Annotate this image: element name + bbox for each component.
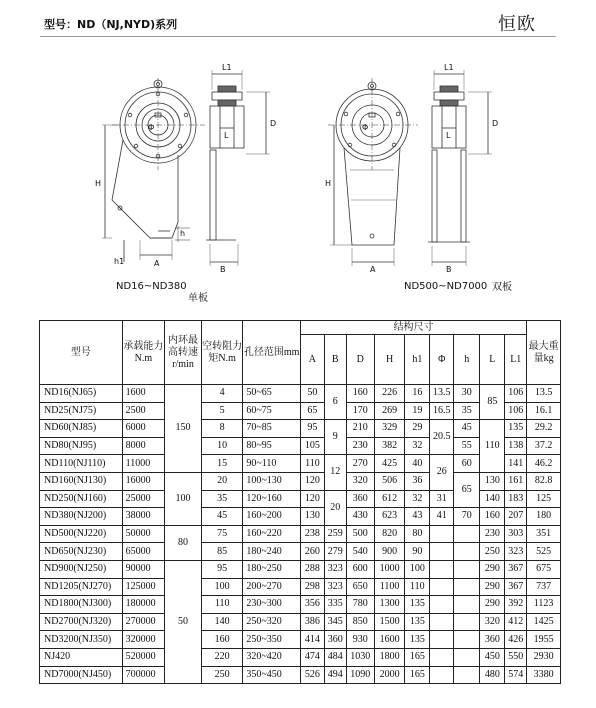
table-cell: 220: [202, 648, 243, 666]
table-cell: 130: [480, 472, 505, 490]
single-l-label: L: [224, 131, 229, 140]
table-cell: 8000: [122, 437, 164, 455]
table-cell: 29.2: [527, 420, 561, 438]
table-cell: 37.2: [527, 437, 561, 455]
table-cell: 3380: [527, 666, 561, 684]
table-cell: 700000: [122, 666, 164, 684]
table-cell: 120: [300, 490, 324, 508]
table-cell: 360: [324, 631, 346, 649]
table-cell: 125000: [122, 578, 164, 596]
table-cell: 574: [505, 666, 527, 684]
table-cell: 290: [480, 560, 505, 578]
table-cell: 320000: [122, 631, 164, 649]
header-model: 型号: [40, 321, 123, 385]
table-cell: [454, 525, 480, 543]
table-cell: 45: [454, 420, 480, 438]
table-cell: 165: [405, 648, 430, 666]
table-cell: 100: [202, 578, 243, 596]
table-cell: 140: [480, 490, 505, 508]
table-cell: 290: [480, 578, 505, 596]
table-cell: 550: [505, 648, 527, 666]
single-a-label: A: [154, 259, 160, 268]
table-row: [40, 525, 561, 543]
table-cell: 160~220: [243, 525, 301, 543]
table-cell: 165: [405, 666, 430, 684]
table-row: [40, 648, 561, 666]
table-cell: 32: [405, 490, 430, 508]
table-cell: 226: [374, 385, 404, 403]
table-cell: 210: [346, 420, 374, 438]
table-cell: 100~130: [243, 472, 301, 490]
header-dim-a: A: [300, 335, 324, 385]
table-cell: 290: [480, 596, 505, 614]
table-cell: 50: [300, 385, 324, 403]
table-cell: 105: [300, 437, 324, 455]
table-row: [40, 472, 561, 490]
table-cell: [430, 525, 454, 543]
table-cell: 230: [346, 437, 374, 455]
single-phi-label: Φ: [148, 123, 155, 132]
table-cell: 43: [405, 508, 430, 526]
table-cell: 110: [405, 578, 430, 596]
table-cell: 82.8: [527, 472, 561, 490]
table-cell: 426: [505, 631, 527, 649]
table-cell: 60~75: [243, 402, 301, 420]
table-row: [40, 666, 561, 684]
single-range-caption: ND16~ND380: [116, 281, 187, 292]
double-phi-label: Φ: [362, 123, 369, 132]
table-cell: 46.2: [527, 455, 561, 473]
table-cell: 238: [300, 525, 324, 543]
table-cell: 60: [454, 455, 480, 473]
model-cell: ND2700(NJ320): [40, 613, 123, 631]
table-cell: 16.5: [430, 402, 454, 420]
single-l1-label: L1: [222, 63, 232, 72]
table-cell: 110: [202, 596, 243, 614]
table-row: [40, 631, 561, 649]
table-cell: 160~200: [243, 508, 301, 526]
table-cell: 320~420: [243, 648, 301, 666]
table-row: [40, 613, 561, 631]
table-cell: 1800: [374, 648, 404, 666]
table-cell: 31: [430, 490, 454, 508]
table-cell: 367: [505, 560, 527, 578]
header-capacity: 承载能力N.m: [122, 321, 164, 385]
table-cell: 90000: [122, 560, 164, 578]
table-cell: [454, 631, 480, 649]
spec-table-body: [40, 385, 561, 684]
table-cell: 500: [346, 525, 374, 543]
table-cell: 450: [480, 648, 505, 666]
header-weight: 最大重量kg: [527, 321, 561, 385]
double-plate-drawing: [328, 70, 492, 266]
table-cell: 55: [454, 437, 480, 455]
table-cell: 135: [405, 631, 430, 649]
table-cell: [454, 613, 480, 631]
header-idle-torque: 空转阻力矩N.m: [202, 321, 243, 385]
table-cell: 1123: [527, 596, 561, 614]
table-cell: 506: [374, 472, 404, 490]
table-cell: 180000: [122, 596, 164, 614]
header-dim-h1: h1: [405, 335, 430, 385]
table-cell: 36: [405, 472, 430, 490]
model-cell: ND160(NJ130): [40, 472, 123, 490]
table-cell: 323: [324, 560, 346, 578]
table-cell: 386: [300, 613, 324, 631]
table-cell: [430, 666, 454, 684]
table-cell: 288: [300, 560, 324, 578]
table-cell: 13.5: [430, 385, 454, 403]
double-b-label: B: [446, 265, 452, 274]
table-cell: 250~350: [243, 631, 301, 649]
table-cell: 850: [346, 613, 374, 631]
table-cell: 29: [405, 420, 430, 438]
table-cell: [430, 543, 454, 561]
table-cell: 367: [505, 578, 527, 596]
table-cell: 675: [527, 560, 561, 578]
table-cell: 474: [300, 648, 324, 666]
table-cell: 345: [324, 613, 346, 631]
double-l-label: L: [446, 131, 451, 140]
table-cell: 90~110: [243, 455, 301, 473]
table-row: [40, 578, 561, 596]
table-cell: 4: [202, 385, 243, 403]
table-row: [40, 543, 561, 561]
table-cell: 820: [374, 525, 404, 543]
table-cell: 19: [405, 402, 430, 420]
table-cell: 100: [405, 560, 430, 578]
page-title: 型号：ND（NJ,NYD)系列: [44, 18, 178, 31]
header-dim-b: B: [324, 335, 346, 385]
table-cell: 269: [374, 402, 404, 420]
table-cell: [430, 596, 454, 614]
table-cell: 484: [324, 648, 346, 666]
table-cell: 329: [374, 420, 404, 438]
table-cell: 38000: [122, 508, 164, 526]
table-cell: 85: [202, 543, 243, 561]
double-l1-label: L1: [444, 63, 454, 72]
table-row: [40, 420, 561, 438]
table-cell: [454, 596, 480, 614]
table-cell: 16000: [122, 472, 164, 490]
table-cell: 323: [324, 578, 346, 596]
single-small-h-label: h: [180, 229, 186, 238]
table-cell: 95: [202, 560, 243, 578]
header-dim-h: h: [454, 335, 480, 385]
table-cell: 50000: [122, 525, 164, 543]
table-cell: 1955: [527, 631, 561, 649]
table-cell: 70~85: [243, 420, 301, 438]
table-cell: 200~270: [243, 578, 301, 596]
table-cell: 11000: [122, 455, 164, 473]
header-dimensions: 结构尺寸: [300, 321, 526, 335]
table-cell: 100: [165, 472, 202, 525]
model-cell: ND80(NJ95): [40, 437, 123, 455]
table-cell: 525: [527, 543, 561, 561]
table-cell: 70: [454, 508, 480, 526]
table-cell: 15: [202, 455, 243, 473]
table-cell: 20.5: [430, 420, 454, 455]
header-dim-l1: L1: [505, 335, 527, 385]
table-cell: 16: [405, 385, 430, 403]
table-cell: 780: [346, 596, 374, 614]
table-cell: 425: [374, 455, 404, 473]
table-cell: 930: [346, 631, 374, 649]
table-cell: 45: [202, 508, 243, 526]
table-cell: 335: [324, 596, 346, 614]
table-cell: 25000: [122, 490, 164, 508]
table-cell: 50: [165, 560, 202, 683]
table-cell: 392: [505, 596, 527, 614]
table-cell: 20: [202, 472, 243, 490]
table-cell: 350~450: [243, 666, 301, 684]
table-cell: 382: [374, 437, 404, 455]
table-cell: 1030: [346, 648, 374, 666]
table-cell: 160: [480, 508, 505, 526]
table-cell: 106: [505, 402, 527, 420]
table-cell: 360: [346, 490, 374, 508]
single-d-label: D: [270, 119, 277, 128]
spec-table: [39, 320, 561, 684]
table-cell: 900: [374, 543, 404, 561]
table-cell: 414: [300, 631, 324, 649]
table-cell: [454, 578, 480, 596]
table-cell: 250: [480, 543, 505, 561]
table-cell: 10: [202, 437, 243, 455]
model-cell: NJ420: [40, 648, 123, 666]
table-cell: 135: [405, 596, 430, 614]
table-cell: 298: [300, 578, 324, 596]
header-speed: 内环最高转速r/min: [165, 321, 202, 385]
model-cell: ND1205(NJ270): [40, 578, 123, 596]
table-cell: 5: [202, 402, 243, 420]
table-cell: 320: [346, 472, 374, 490]
table-cell: 183: [505, 490, 527, 508]
table-cell: 75: [202, 525, 243, 543]
header-bore-range: 孔径范围mm: [243, 321, 301, 385]
table-cell: 600: [346, 560, 374, 578]
table-cell: 20: [324, 490, 346, 525]
table-cell: 85: [480, 385, 505, 420]
table-cell: 12: [324, 455, 346, 490]
table-cell: 80: [405, 525, 430, 543]
table-cell: [430, 578, 454, 596]
table-cell: 50~65: [243, 385, 301, 403]
table-cell: 180~240: [243, 543, 301, 561]
table-cell: 90: [405, 543, 430, 561]
table-cell: 9: [324, 420, 346, 455]
table-cell: 120~160: [243, 490, 301, 508]
table-cell: 150: [165, 385, 202, 473]
table-cell: 230~300: [243, 596, 301, 614]
table-cell: 135: [505, 420, 527, 438]
table-cell: 540: [346, 543, 374, 561]
table-cell: 13.5: [527, 385, 561, 403]
table-cell: 259: [324, 525, 346, 543]
model-cell: ND7000(NJ450): [40, 666, 123, 684]
single-plate-caption: 单板: [188, 293, 208, 304]
table-cell: 250: [202, 666, 243, 684]
table-row: [40, 560, 561, 578]
double-h-label: H: [325, 179, 332, 188]
header-dim-phi: Φ: [430, 335, 454, 385]
table-cell: 6000: [122, 420, 164, 438]
table-cell: 80~95: [243, 437, 301, 455]
header-dim-l: L: [480, 335, 505, 385]
table-cell: 270: [346, 455, 374, 473]
model-cell: ND3200(NJ350): [40, 631, 123, 649]
table-cell: [430, 631, 454, 649]
table-cell: [430, 648, 454, 666]
table-cell: [454, 560, 480, 578]
table-cell: 623: [374, 508, 404, 526]
table-cell: 80: [165, 525, 202, 560]
table-cell: 1000: [374, 560, 404, 578]
table-cell: 526: [300, 666, 324, 684]
table-cell: 279: [324, 543, 346, 561]
model-cell: ND900(NJ250): [40, 560, 123, 578]
table-cell: 2930: [527, 648, 561, 666]
table-cell: 360: [480, 631, 505, 649]
table-cell: 170: [346, 402, 374, 420]
table-cell: 125: [527, 490, 561, 508]
table-cell: 1300: [374, 596, 404, 614]
table-row: [40, 490, 561, 508]
table-cell: [430, 560, 454, 578]
table-cell: 160: [202, 631, 243, 649]
table-cell: 320: [480, 613, 505, 631]
table-cell: 612: [374, 490, 404, 508]
single-h-label: H: [95, 179, 102, 188]
table-cell: 1425: [527, 613, 561, 631]
table-cell: 16.1: [527, 402, 561, 420]
table-cell: 8: [202, 420, 243, 438]
model-cell: ND110(NJ110): [40, 455, 123, 473]
model-cell: ND380(NJ200): [40, 508, 123, 526]
technical-drawings: [0, 0, 596, 310]
table-cell: 1090: [346, 666, 374, 684]
table-cell: 41: [430, 508, 454, 526]
table-cell: [430, 613, 454, 631]
table-cell: 303: [505, 525, 527, 543]
table-cell: 120: [300, 472, 324, 490]
table-cell: 1100: [374, 578, 404, 596]
table-cell: 95: [300, 420, 324, 438]
table-cell: 520000: [122, 648, 164, 666]
table-cell: 323: [505, 543, 527, 561]
single-h1-label: h1: [114, 257, 125, 266]
table-cell: 737: [527, 578, 561, 596]
double-plate-caption: 双板: [492, 282, 512, 293]
table-cell: 2000: [374, 666, 404, 684]
table-cell: 30: [454, 385, 480, 403]
table-row: [40, 385, 561, 403]
table-cell: 135: [405, 613, 430, 631]
model-cell: ND16(NJ65): [40, 385, 123, 403]
table-cell: 140: [202, 613, 243, 631]
table-cell: 106: [505, 385, 527, 403]
model-cell: ND25(NJ75): [40, 402, 123, 420]
table-cell: 180~250: [243, 560, 301, 578]
double-d-label: D: [492, 119, 499, 128]
table-cell: 35: [202, 490, 243, 508]
table-row: [40, 508, 561, 526]
single-b-label: B: [220, 265, 226, 274]
table-row: [40, 596, 561, 614]
model-cell: ND60(NJ85): [40, 420, 123, 438]
table-cell: [454, 666, 480, 684]
header-dim-h-upper: H: [374, 335, 404, 385]
table-cell: 207: [505, 508, 527, 526]
table-cell: 1600: [122, 385, 164, 403]
table-cell: 250~320: [243, 613, 301, 631]
table-cell: 2500: [122, 402, 164, 420]
table-cell: 141: [505, 455, 527, 473]
table-cell: 351: [527, 525, 561, 543]
table-cell: 412: [505, 613, 527, 631]
table-cell: 110: [300, 455, 324, 473]
model-cell: ND650(NJ230): [40, 543, 123, 561]
table-cell: 26: [430, 455, 454, 490]
table-cell: 40: [405, 455, 430, 473]
table-cell: 32: [405, 437, 430, 455]
model-cell: ND500(NJ220): [40, 525, 123, 543]
table-cell: 110: [480, 420, 505, 473]
table-cell: 65000: [122, 543, 164, 561]
table-cell: 65: [454, 472, 480, 507]
model-cell: ND1800(NJ300): [40, 596, 123, 614]
double-range-caption: ND500~ND7000: [404, 281, 488, 292]
table-cell: 230: [480, 525, 505, 543]
table-cell: 1600: [374, 631, 404, 649]
table-cell: 650: [346, 578, 374, 596]
table-cell: 35: [454, 402, 480, 420]
table-cell: 161: [505, 472, 527, 490]
table-cell: 260: [300, 543, 324, 561]
table-cell: 356: [300, 596, 324, 614]
table-cell: 480: [480, 666, 505, 684]
table-cell: 494: [324, 666, 346, 684]
table-cell: 160: [346, 385, 374, 403]
brand-name: 恒欧: [498, 14, 536, 35]
table-cell: [454, 543, 480, 561]
table-cell: 270000: [122, 613, 164, 631]
table-cell: 65: [300, 402, 324, 420]
single-plate-drawing: [102, 70, 270, 266]
header-dim-d: D: [346, 335, 374, 385]
table-cell: 138: [505, 437, 527, 455]
table-cell: 6: [324, 385, 346, 420]
table-cell: 130: [300, 508, 324, 526]
table-cell: 180: [527, 508, 561, 526]
double-a-label: A: [370, 265, 376, 274]
table-cell: 1500: [374, 613, 404, 631]
model-cell: ND250(NJ160): [40, 490, 123, 508]
table-cell: [454, 648, 480, 666]
table-cell: 430: [346, 508, 374, 526]
